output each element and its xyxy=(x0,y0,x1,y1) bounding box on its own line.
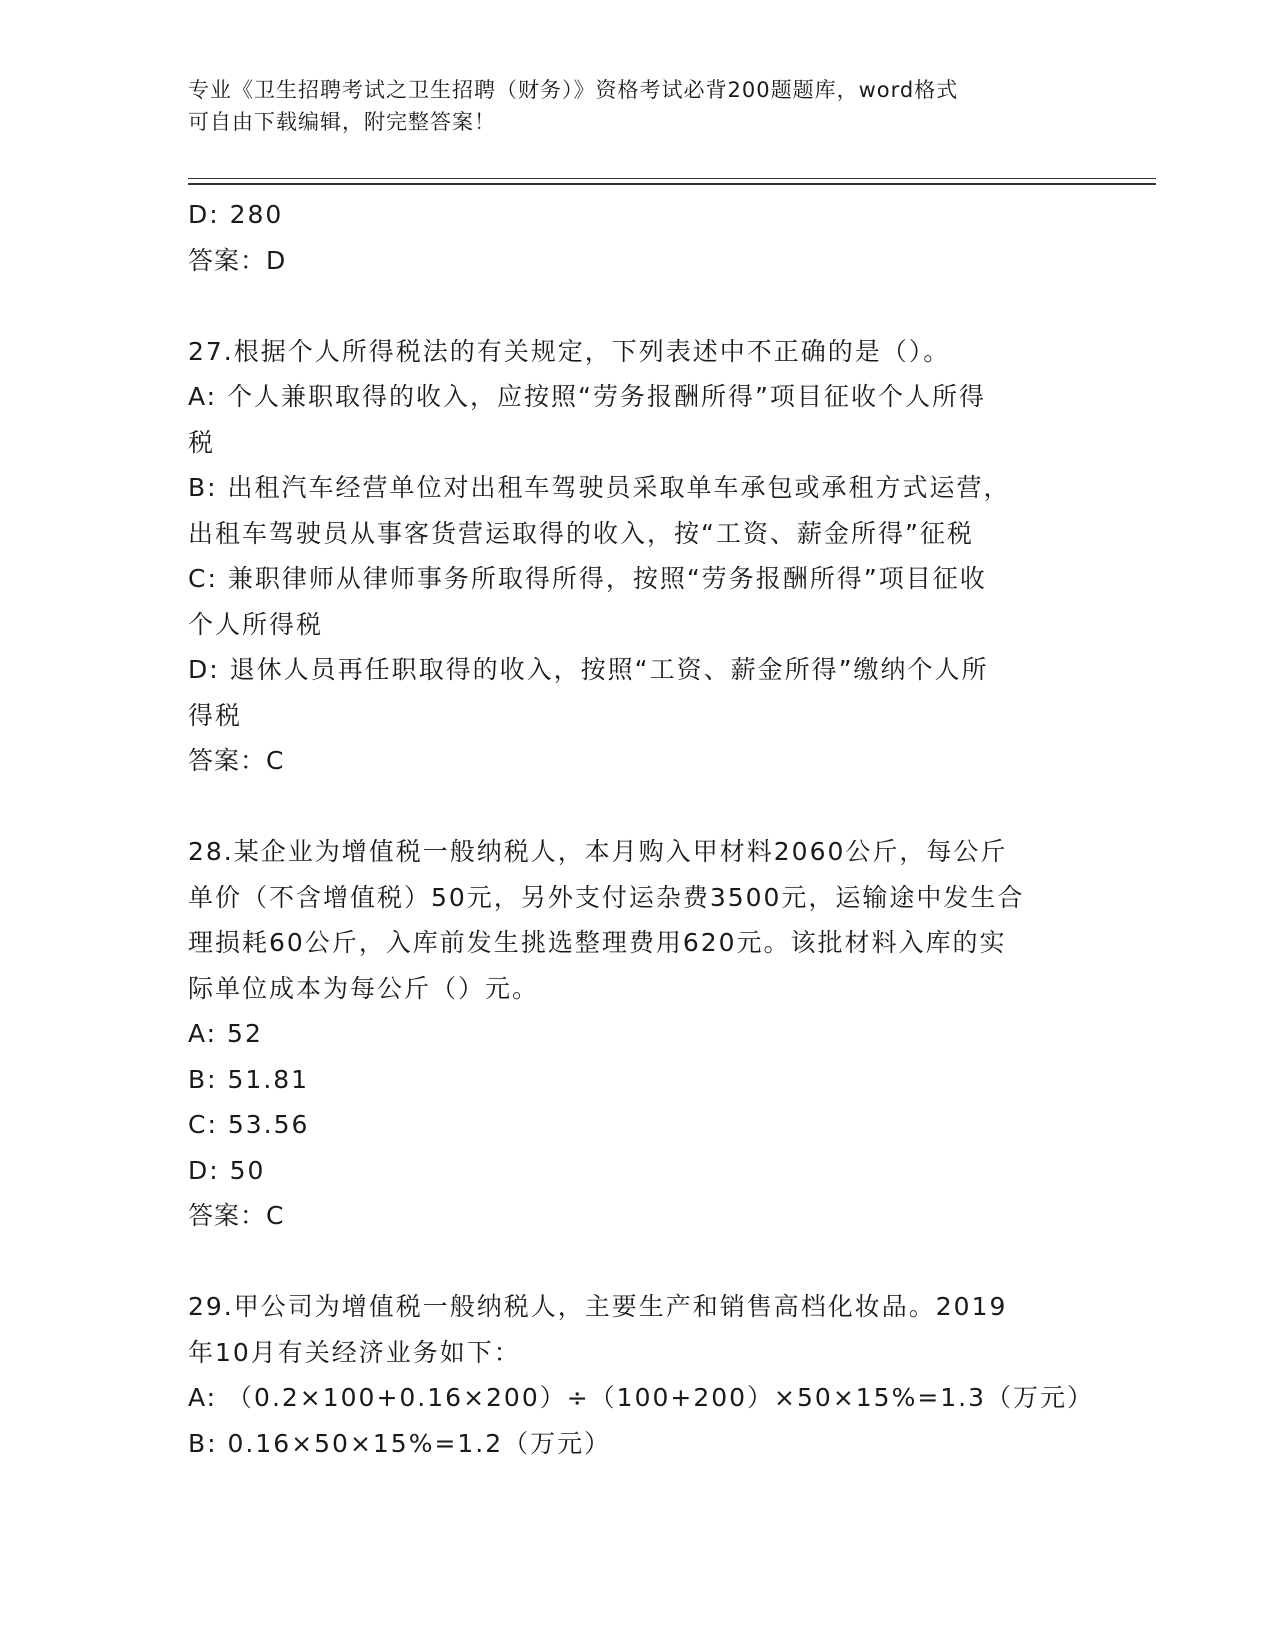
question-27 xyxy=(188,329,1088,784)
spacer xyxy=(188,784,1088,830)
option-b: B: 出租汽车经营单位对出租车驾驶员采取单车承包或承租方式运营， xyxy=(188,473,1011,502)
question-26-tail xyxy=(188,192,1088,283)
option-b-cont: 出租车驾驶员从事客货营运取得的收入，按“工资、薪金所得”征税 xyxy=(188,518,974,548)
spacer xyxy=(188,283,1088,329)
option-c-cont: 个人所得税 xyxy=(188,609,324,639)
question-stem: 28.某企业为增值税一般纳税人，本月购入甲材料2060公斤，每公斤 xyxy=(188,837,1008,866)
question-stem-cont: 单价（不含增值税）50元，另外支付运杂费3500元，运输途中发生合 xyxy=(188,882,1025,912)
header-title-line-2: 可自由下载编辑，附完整答案！ xyxy=(188,110,496,134)
option-c: C: 53.56 xyxy=(188,1110,310,1139)
question-28 xyxy=(188,829,1088,1239)
option-d-cont: 得税 xyxy=(188,700,243,730)
option-d: D: 50 xyxy=(188,1155,266,1185)
option-b: B: 0.16×50×15%=1.2（万元） xyxy=(188,1428,612,1458)
document-body xyxy=(188,192,1095,1466)
option-c: C: 兼职律师从律师事务所取得所得，按照“劳务报酬所得”项目征收 xyxy=(188,564,987,593)
option-a: A: 个人兼职取得的收入，应按照“劳务报酬所得”项目征收个人所得 xyxy=(188,382,986,411)
option-d: D: 退休人员再任职取得的收入，按照“工资、薪金所得”缴纳个人所 xyxy=(188,655,989,684)
option-b: B: 51.81 xyxy=(188,1064,310,1094)
page-header xyxy=(188,74,1068,138)
question-stem: 27.根据个人所得税法的有关规定，下列表述中不正确的是（）。 xyxy=(188,336,951,366)
question-stem-cont: 际单位成本为每公斤（）元。 xyxy=(188,973,540,1003)
answer-line: 答案：C xyxy=(188,746,285,775)
option-a: A: （0.2×100+0.16×200）÷（100+200）×50×15%=1.3（万元） xyxy=(188,1383,1095,1412)
question-stem: 29.甲公司为增值税一般纳税人，主要生产和销售高档化妆品。2019 xyxy=(188,1292,1008,1321)
question-stem-cont: 年10月有关经济业务如下： xyxy=(188,1337,521,1367)
option-a: A: 52 xyxy=(188,1019,263,1048)
header-title-line-1: 专业《卫生招聘考试之卫生招聘（财务）》资格考试必背200题题库，word格式 xyxy=(188,78,959,102)
header-divider xyxy=(188,178,1156,185)
question-stem-cont: 理损耗60公斤，入库前发生挑选整理费用620元。该批材料入库的实 xyxy=(188,928,1007,957)
option-a-cont: 税 xyxy=(188,427,216,457)
question-29 xyxy=(188,1284,1095,1466)
answer-line: 答案：D xyxy=(188,245,287,275)
spacer xyxy=(188,1239,1088,1285)
answer-line: 答案：C xyxy=(188,1201,285,1230)
option-d: D: 280 xyxy=(188,200,284,229)
